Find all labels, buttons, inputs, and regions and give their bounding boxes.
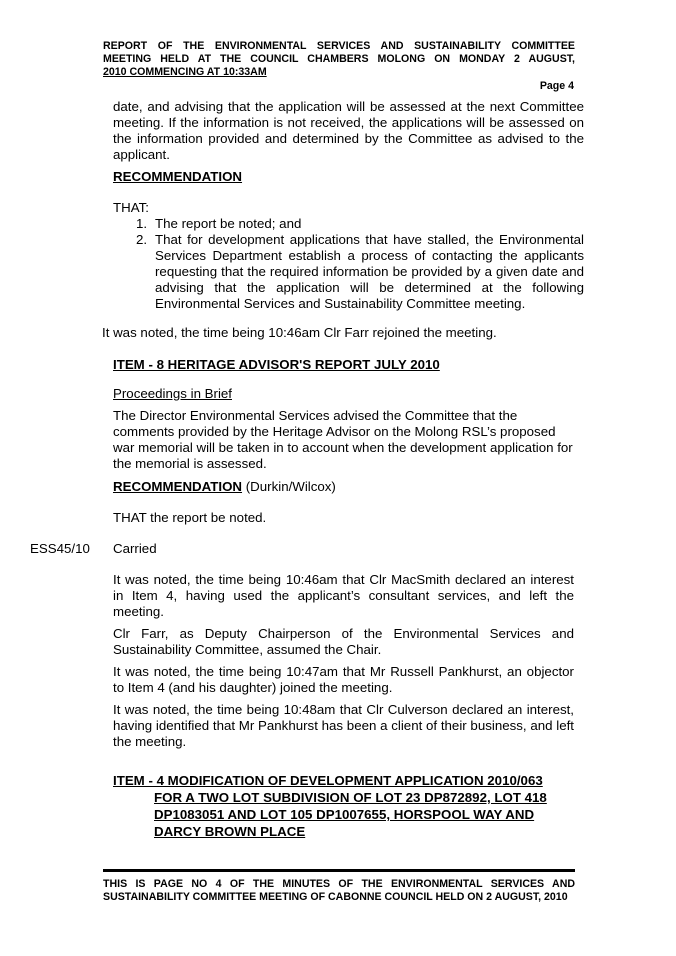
note-macsmith: It was noted, the time being 10:46am that Clr MacSmith declared an interest in Item 4, having used the applicant’s consultant services, and left the meeting.: [113, 572, 574, 619]
carried-label: Carried: [113, 541, 157, 556]
item-4-title-line-1: ITEM - 4 MODIFICATION OF DEVELOPMENT APPLICATION 2010/063: [113, 773, 543, 788]
note-pankhurst: It was noted, the time being 10:47am that Mr Russell Pankhurst, an objector to Item 4 (and his daughter) joined the meeting.: [113, 664, 574, 695]
page-footer: THIS IS PAGE NO 4 OF THE MINUTES OF THE ENVIRONMENTAL SERVICES AND SUSTAINABILITY COMMITTEE MEETING OF CABONNE COUNCIL HELD ON 2 AUGUST, 2010: [103, 878, 575, 903]
header-line-3: 2010 COMMENCING AT 10:33AM: [103, 66, 267, 78]
page-number: Page 4: [539, 80, 574, 92]
recommendation-heading: RECOMMENDATION: [113, 169, 243, 184]
recommendation-list: [136, 216, 584, 312]
item-4-title-line-3: DP1083051 AND LOT 105 DP1007655, HORSPOOL WAY AND: [154, 807, 535, 822]
item-8-title: ITEM - 8 HERITAGE ADVISOR'S REPORT JULY 2010: [113, 357, 440, 372]
note-culverson: It was noted, the time being 10:48am that Clr Culverson declared an interest, having identified that Mr Pankhurst has been a client of their business, and left the meeting.: [113, 702, 574, 749]
continuation-paragraph: date, and advising that the application will be assessed at the next Committee meeting. If the information is not received, the applications will be assessed on the information provided and determined by the Committee as advised to the applicant.: [113, 99, 584, 162]
resolution-number: ESS45/10: [30, 541, 90, 556]
list-number: 2.: [136, 232, 148, 247]
page-header: [103, 40, 575, 79]
note-farr-chair: Clr Farr, as Deputy Chairperson of the Environmental Services and Sustainability Committee, assumed the Chair.: [113, 626, 574, 657]
list-item: [136, 216, 584, 232]
movers: (Durkin/Wilcox): [245, 479, 336, 494]
list-text: The report be noted; and: [155, 216, 302, 231]
item-4-title-line-4: DARCY BROWN PLACE: [154, 824, 306, 839]
list-text: That for development applications that have stalled, the Environmental Services Department establish a process of contacting the applicants requesting that the required information be provided by a given date and advising that the application will be determined at the following Environmental Services and Sustainability Committee meeting.: [155, 232, 584, 311]
footer-rule: [103, 869, 575, 872]
resolution-text: THAT the report be noted.: [113, 510, 267, 525]
farr-rejoined-note: It was noted, the time being 10:46am Clr Farr rejoined the meeting.: [102, 325, 497, 340]
item-8-paragraph: The Director Environmental Services advised the Committee that the comments provided by the Heritage Advisor on the Molong RSL’s proposed war memorial will be taken in to account when the development application for the memorial is assessed.: [113, 408, 573, 471]
header-line-2: MEETING HELD AT THE COUNCIL CHAMBERS MOLONG ON MONDAY 2 AUGUST,: [103, 53, 575, 65]
item-4-title-line-2: FOR A TWO LOT SUBDIVISION OF LOT 23 DP872892, LOT 418: [154, 790, 547, 805]
proceedings-in-brief: Proceedings in Brief: [113, 386, 232, 401]
item-8-recommendation: [113, 479, 336, 495]
item-4-title: [113, 772, 583, 840]
that-label: THAT:: [113, 200, 149, 215]
list-number: 1.: [136, 216, 148, 231]
recommendation-heading: RECOMMENDATION: [113, 479, 243, 494]
list-item: [136, 232, 584, 312]
header-line-1: REPORT OF THE ENVIRONMENTAL SERVICES AND SUSTAINABILITY COMMITTEE: [103, 40, 575, 52]
